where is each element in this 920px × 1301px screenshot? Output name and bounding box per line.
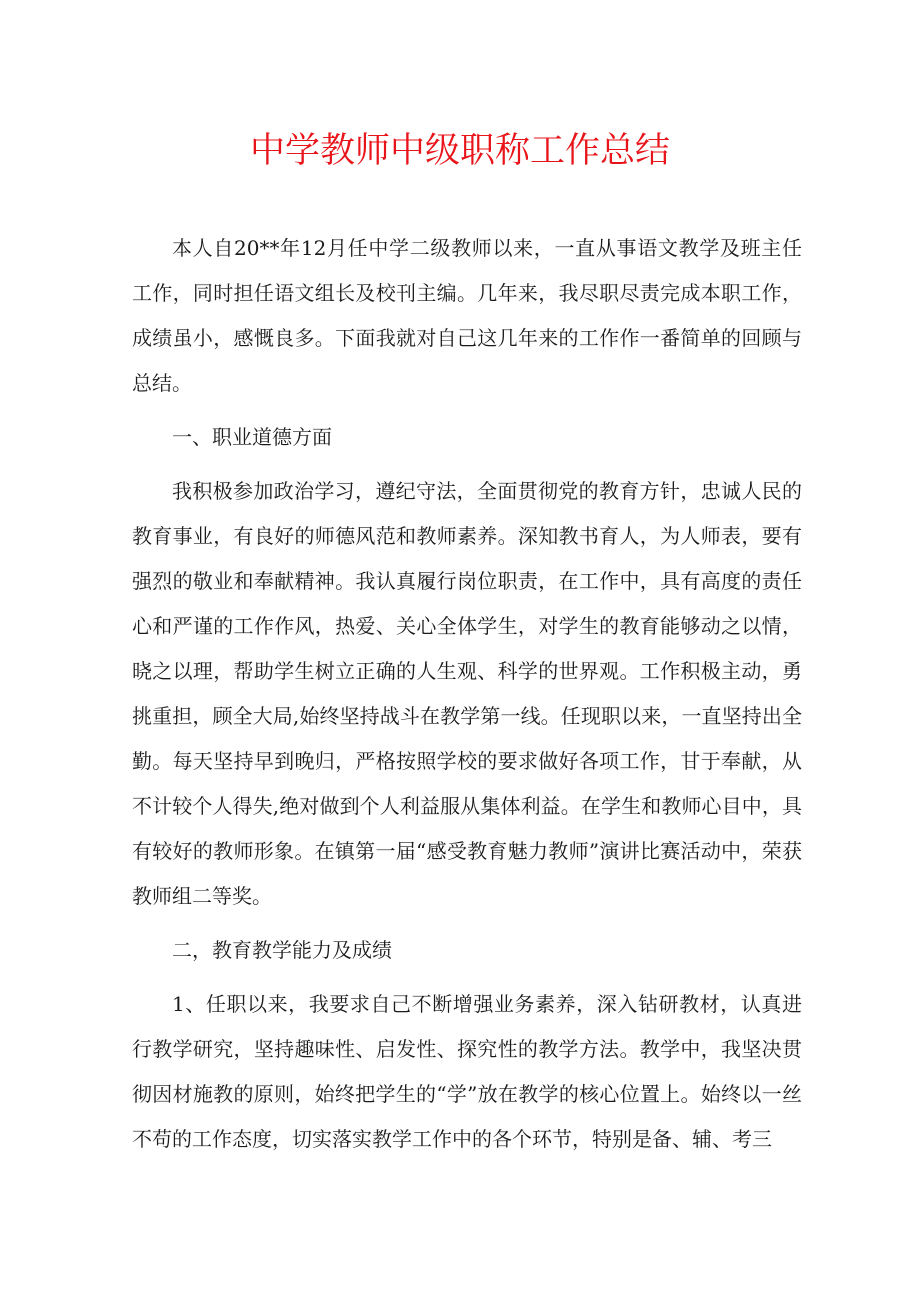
section-heading-teaching: 二，教育教学能力及成绩 [172,938,392,962]
ethics-paragraph: 我积极参加政治学习，遵纪守法，全面贯彻党的教育方针，忠诚人民的教育事业，有良好的师德风范和教师素养。深知教书育人，为人师表，要有强烈的敬业和奉献精神。我认真履行岗位职责，在工作中，具有高度的责任心和严谨的工作作风，热爱、关心全体学生，对学生的教育能够动之以情，晓之以理，帮助学生树立正确的人生观、科学的世界观。工作积极主动，勇挑重担，顾全大局,始终坚持战斗在教学第一线。任现职以来，一直坚持出全勤。每天坚持早到晚归，严格按照学校的要求做好各项工作，甘于奉献，从不计较个人得失,绝对做到个人利益服从集体利益。在学生和教师心目中，具有较好的教师形象。在镇第一届“感受教育魅力教师”演讲比赛活动中，荣获教师组二等奖。 [132,479,802,908]
document-title: 中学教师中级职称工作总结 [249,131,670,171]
document-body [132,226,802,1162]
teaching-paragraph: 1、任职以来，我要求自己不断增强业务素养，深入钻研教材，认真进行教学研究，坚持趣味性、启发性、探究性的教学方法。教学中，我坚决贯彻因材施教的原则，始终把学生的“学”放在教学的核心位置上。始终以一丝不苟的工作态度，切实落实教学工作中的各个环节，特别是备、辅、考三 [132,992,802,1151]
intro-paragraph: 本人自20**年12月任中学二级教师以来，一直从事语文教学及班主任工作，同时担任语文组长及校刊主编。几年来，我尽职尽责完成本职工作，成绩虽小，感慨良多。下面我就对自己这几年来的工作作一番简单的回顾与总结。 [132,236,802,395]
section-heading-ethics: 一、职业道德方面 [172,425,332,449]
